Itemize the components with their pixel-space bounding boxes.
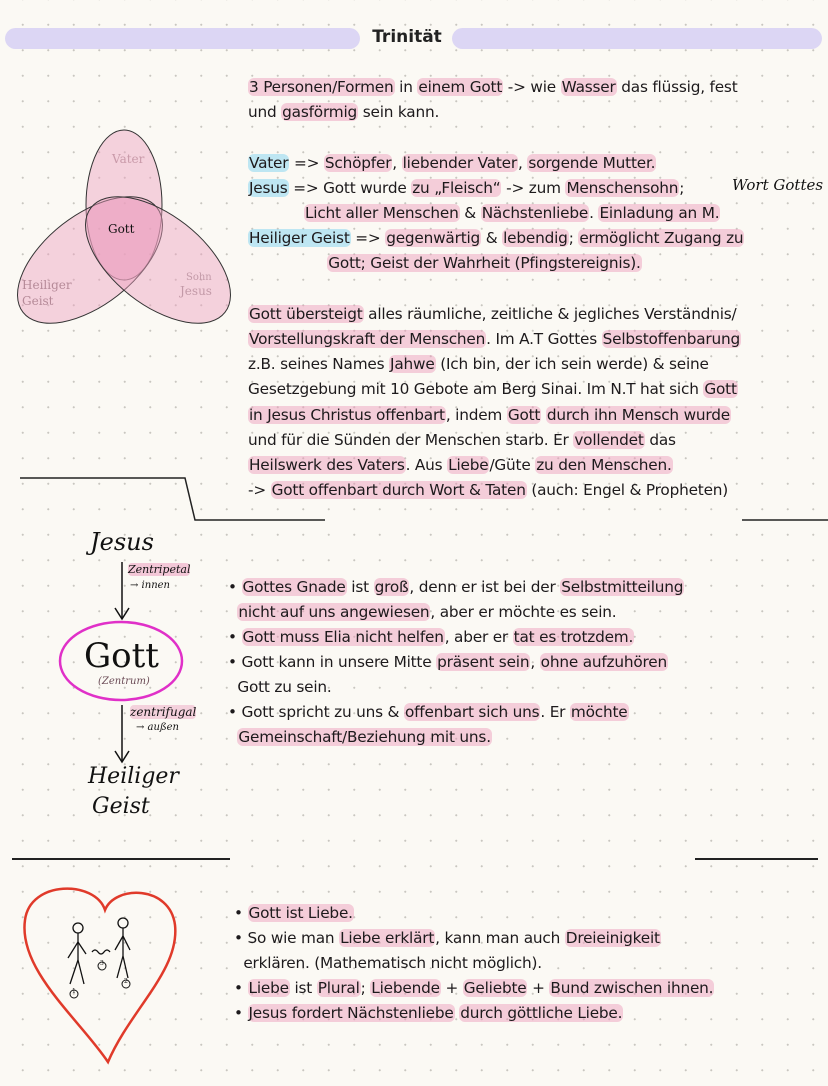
highlighted-text: Liebe xyxy=(448,456,489,474)
text: => xyxy=(350,229,386,248)
highlighted-text: durch göttliche Liebe. xyxy=(460,1004,623,1022)
text: • xyxy=(234,979,248,997)
highlighted-text: Liebe xyxy=(248,979,289,997)
highlighted-text: Gott ist Liebe. xyxy=(248,904,353,922)
text: , xyxy=(530,653,540,671)
highlighted-text: Einladung an M. xyxy=(599,204,720,222)
text-line xyxy=(248,227,744,249)
text: . Im A.T Gottes xyxy=(486,330,602,348)
highlighted-text: Liebende xyxy=(371,979,440,997)
highlighted-text: zu den Menschen. xyxy=(536,456,672,474)
text: • Gott spricht zu uns & xyxy=(228,703,404,721)
highlighted-text: ermöglicht Zugang zu xyxy=(579,229,744,248)
text-line xyxy=(248,101,439,123)
heart-number-3: 3 xyxy=(100,960,104,967)
text: • xyxy=(228,578,242,596)
text-line xyxy=(248,353,709,375)
highlighted-text: Wasser xyxy=(561,78,616,96)
text: • Gott kann in unsere Mitte xyxy=(228,653,437,671)
highlighted-text: einem Gott xyxy=(418,78,503,96)
text: -> xyxy=(248,481,271,500)
text: /Güte xyxy=(489,456,536,474)
text: • xyxy=(228,628,242,646)
text-line xyxy=(228,651,668,673)
highlighted-text: möchte xyxy=(570,703,628,721)
text: • xyxy=(234,1004,248,1022)
text: . Aus xyxy=(405,456,448,474)
highlighted-text: Nächstenliebe xyxy=(481,204,589,222)
text: ist xyxy=(346,578,374,596)
text-line xyxy=(248,177,689,199)
text-line xyxy=(234,1002,623,1024)
text: ; xyxy=(360,979,371,997)
label-zentrifugal: zentrifugal xyxy=(130,705,197,719)
arrow-down-icon xyxy=(112,705,132,765)
text: => Gott wurde xyxy=(288,178,412,197)
highlighted-text: liebender Vater xyxy=(402,153,517,172)
highlighted-text: offenbart sich uns xyxy=(404,703,540,721)
text: und xyxy=(248,103,282,122)
highlighted-text: Jahwe xyxy=(390,355,435,374)
text-line xyxy=(228,576,684,598)
highlighted-text: groß xyxy=(374,578,409,596)
highlighted-text: durch ihn Mensch wurde xyxy=(546,405,730,424)
text: ; xyxy=(679,178,689,197)
text: , aber er möchte es sein. xyxy=(430,603,617,621)
diagram-gott: Gott xyxy=(84,636,159,676)
text: Gesetzgebung mit 10 Gebote am Berg Sinai. Im N.T hat sich xyxy=(248,380,704,399)
venn-label-jesus: Jesus xyxy=(180,284,212,298)
text: , aber er xyxy=(444,628,513,646)
highlighted-text: vollendet xyxy=(574,430,644,449)
text: , indem xyxy=(445,405,507,424)
text xyxy=(228,728,237,746)
divider-1 xyxy=(0,470,828,530)
text: , xyxy=(517,153,528,172)
text: ist xyxy=(289,979,317,997)
text-line xyxy=(248,152,656,174)
highlighted-text: Vorstellungskraft der Menschen xyxy=(249,330,486,348)
text-line xyxy=(248,378,738,400)
text: (auch: Engel & Propheten) xyxy=(526,481,729,500)
label-innen: → innen xyxy=(130,580,170,591)
page-title: Trinität xyxy=(372,27,442,47)
label-aussen: → außen xyxy=(136,722,179,733)
highlighted-text: lebendig xyxy=(503,229,568,248)
highlighted-text: Plural xyxy=(317,979,360,997)
text: das xyxy=(644,430,676,449)
highlighted-text: Selbstmitteilung xyxy=(561,578,684,596)
text: und für die Sünden der Menschen starb. Er xyxy=(248,430,574,449)
highlighted-text: in Jesus Christus offenbart xyxy=(249,405,445,424)
text: & xyxy=(481,229,503,248)
stick-figure-2 xyxy=(115,918,130,978)
diagram-zentrum: (Zentrum) xyxy=(98,676,150,687)
venn-label-sohn: Sohn xyxy=(186,272,212,283)
highlighted-text: gegenwärtig xyxy=(386,229,481,248)
highlighted-text: Gott xyxy=(704,380,737,399)
text: . Er xyxy=(540,703,570,721)
highlighted-text: tat es trotzdem. xyxy=(513,628,634,646)
highlighted-text: präsent sein xyxy=(437,653,530,671)
text-line xyxy=(228,601,616,623)
highlighted-text: 3 Personen/Formen xyxy=(249,78,394,96)
text: (Ich bin, der ich sein werde) & seine xyxy=(435,355,709,374)
text-line xyxy=(248,429,676,451)
text: erklären. (Mathematisch nicht möglich). xyxy=(234,954,542,972)
text-line xyxy=(248,202,720,224)
text: in xyxy=(394,78,418,96)
text: => xyxy=(289,153,324,172)
text-line xyxy=(228,701,629,723)
text: Gott zu sein. xyxy=(228,678,332,696)
highlighted-text: Gottes Gnade xyxy=(242,578,346,596)
text xyxy=(248,254,327,272)
highlighted-text: Geliebte xyxy=(463,979,527,997)
text-line xyxy=(234,952,542,974)
bond-squiggle xyxy=(92,950,110,954)
highlighted-text: Gott offenbart durch Wort & Taten xyxy=(271,481,526,500)
divider-2-right xyxy=(695,858,818,860)
text-line xyxy=(248,328,741,350)
text xyxy=(248,204,304,222)
highlighted-text: Liebe erklärt xyxy=(340,929,435,947)
text xyxy=(228,603,237,621)
text-line xyxy=(234,927,661,949)
highlighted-text: Gott muss Elia nicht helfen xyxy=(242,628,444,646)
text: + xyxy=(527,979,550,997)
highlighted-text: Jesus fordert Nächstenliebe xyxy=(248,1004,454,1022)
text-line xyxy=(248,404,731,426)
text-line xyxy=(248,303,736,325)
highlighted-text: Vater xyxy=(249,153,289,172)
highlighted-text: Heilswerk des Vaters xyxy=(249,456,405,474)
label-zentripetal: Zentripetal xyxy=(128,563,191,576)
text: alles räumliche, zeitliche & jegliches Verständnis/ xyxy=(363,304,737,323)
highlighted-text: Licht aller Menschen xyxy=(304,204,459,222)
highlighted-text: Jesus xyxy=(249,178,288,197)
heart-drawing xyxy=(0,880,200,1080)
text-line xyxy=(234,902,354,924)
highlighted-text: Dreieinigkeit xyxy=(565,929,660,947)
text: • So wie man xyxy=(234,929,340,947)
text: & xyxy=(459,204,481,222)
highlighted-text: Selbstoffenbarung xyxy=(602,330,741,348)
text: + xyxy=(440,979,463,997)
diagram-heiliger: Heiliger xyxy=(88,764,179,789)
text: das flüssig, fest xyxy=(616,78,738,96)
highlighted-text: ohne aufzuhören xyxy=(540,653,667,671)
divider-2-left xyxy=(12,858,230,860)
venn-label-heiliger: Heiliger xyxy=(22,278,72,292)
diagram-jesus: Jesus xyxy=(90,528,154,556)
text: sein kann. xyxy=(358,103,440,122)
diagram-geist: Geist xyxy=(92,794,150,819)
text-line xyxy=(228,676,332,698)
title-bar-right xyxy=(452,28,822,49)
highlighted-text: zu „Fleisch“ xyxy=(412,178,501,197)
text: -> wie xyxy=(503,78,561,96)
text: ; xyxy=(568,229,579,248)
highlighted-text: Schöpfer xyxy=(324,153,392,172)
highlighted-text: Gemeinschaft/Beziehung mit uns. xyxy=(238,728,491,746)
text: , denn er ist bei der xyxy=(409,578,561,596)
text: , kann man auch xyxy=(435,929,565,947)
stick-figure-1 xyxy=(68,923,86,984)
heart-number-2: 2 xyxy=(124,978,128,985)
text: . xyxy=(589,204,599,222)
highlighted-text: Gott xyxy=(507,405,541,424)
venn-label-gott: Gott xyxy=(108,222,135,236)
highlighted-text: Gott übersteigt xyxy=(249,304,363,323)
highlighted-text: Heiliger Geist xyxy=(249,229,350,248)
highlighted-text: Bund zwischen ihnen. xyxy=(550,979,714,997)
highlighted-text: Menschensohn xyxy=(566,178,679,197)
text: -> zum xyxy=(501,178,566,197)
venn-label-vater: Vater xyxy=(112,152,145,166)
highlighted-text: sorgende Mutter. xyxy=(528,153,656,172)
text-line xyxy=(248,76,738,98)
highlighted-text: nicht auf uns angewiesen xyxy=(238,603,430,621)
text-line xyxy=(228,726,492,748)
text: • xyxy=(234,904,248,922)
venn-label-geist: Geist xyxy=(22,294,54,308)
text-line xyxy=(228,626,634,648)
text: z.B. seines Names xyxy=(248,355,390,374)
text-line xyxy=(234,977,714,999)
title-bar-left xyxy=(5,28,360,49)
highlighted-text: Gott; Geist der Wahrheit (Pfingstereignis). xyxy=(328,254,641,273)
text: , xyxy=(392,153,402,172)
highlighted-text: gasförmig xyxy=(282,103,358,122)
text-line xyxy=(248,252,642,274)
handwritten-note-wort-gottes: Wort Gottes xyxy=(732,176,824,194)
heart-icon xyxy=(24,889,175,1062)
heart-number-1: 1 xyxy=(72,988,76,995)
